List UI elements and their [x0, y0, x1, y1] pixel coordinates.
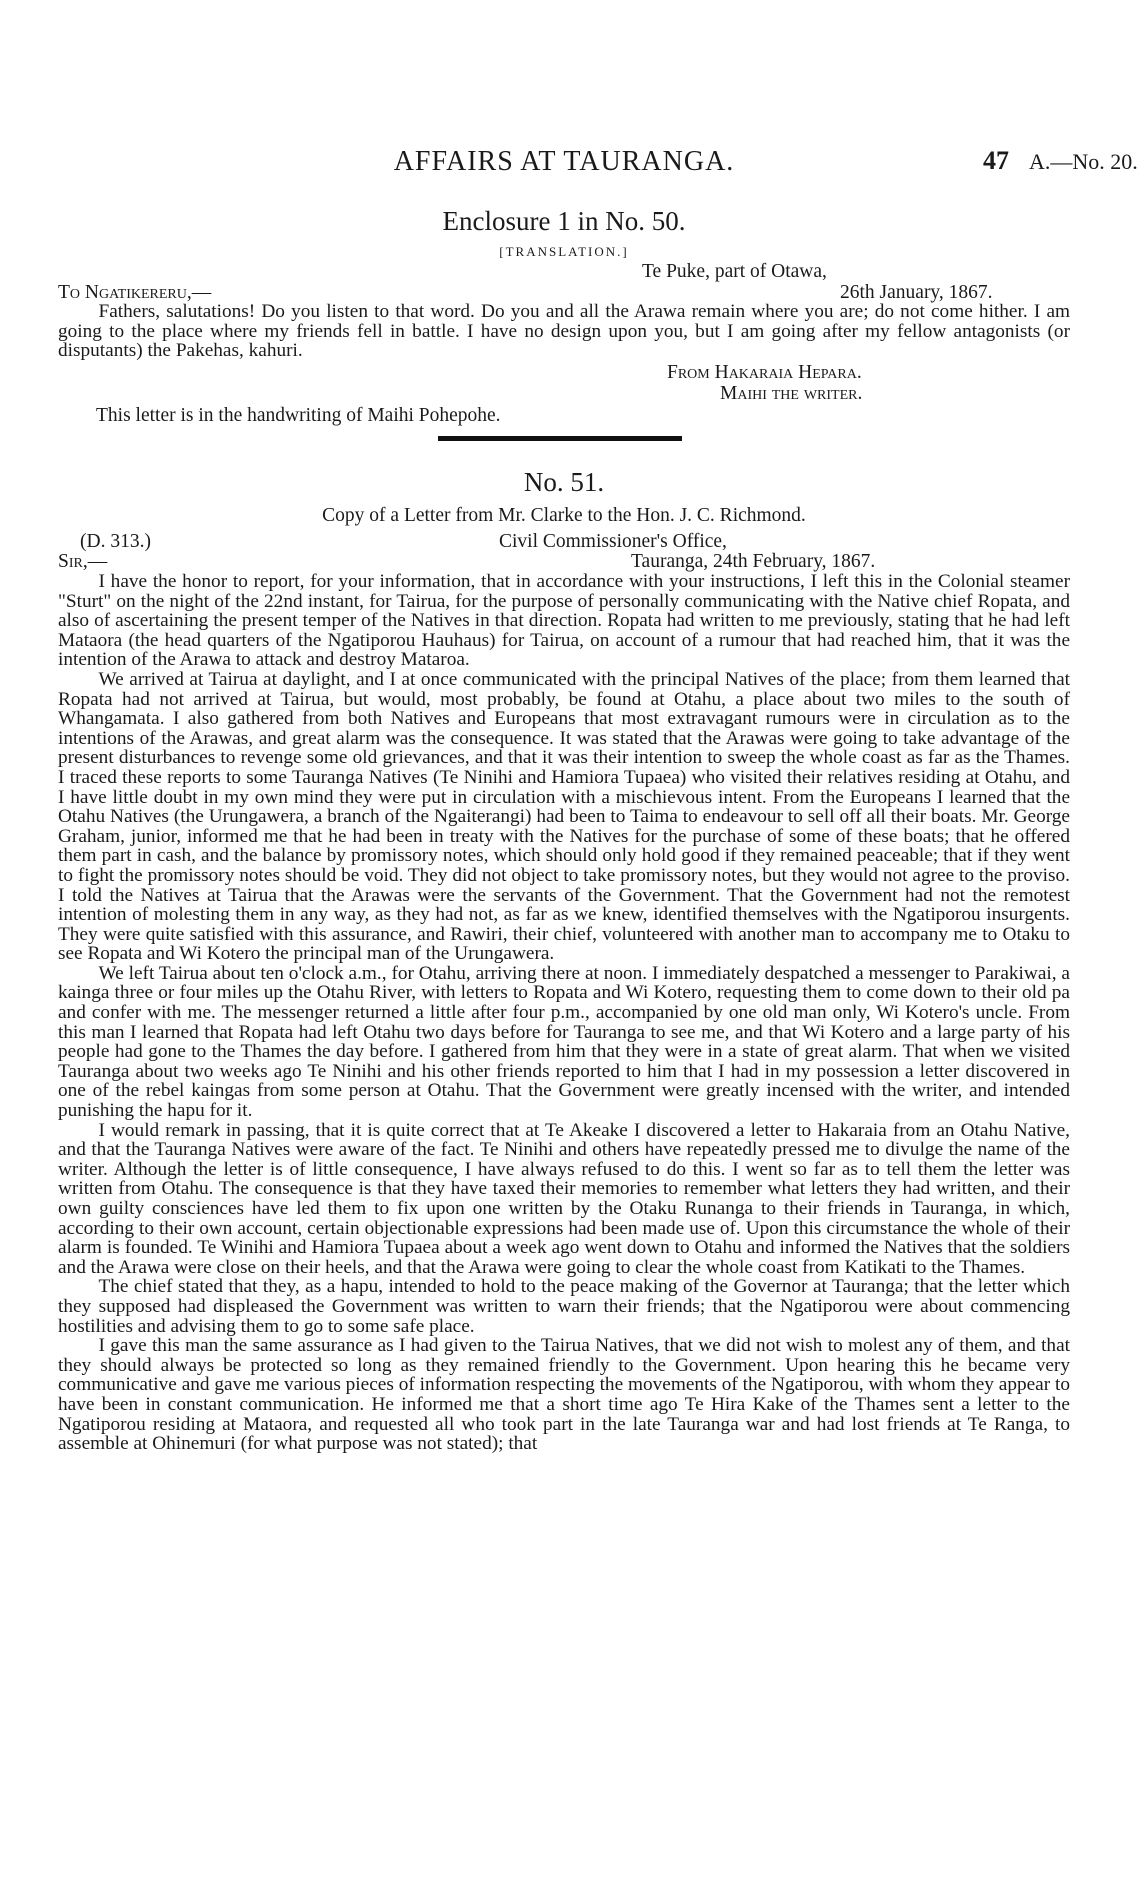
- body-paragraph: I gave this man the same assurance as I had given to the Tairua Natives, that we did not wish to molest any of them, and that they should always be protected so long as they remained friendly to the Government. Upon hearing this he became very communicative and gave me various pieces of information respecting the movements of the Ngatiporou, with whom they appear to have been in constant communication. He informed me that a short time ago Te Hira Kake of the Thames sent a letter to the Ngatiporou residing at Mataora, and requested all who took part in the late Tauranga war and had lost friends at Te Ranga, to assemble at Ohinemuri (for what purpose was not stated); that: [58, 1335, 1070, 1455]
- body-paragraph: We left Tairua about ten o'clock a.m., for Otahu, arriving there at noon. I immediately despatched a messenger to Parakiwai, a kainga three or four miles up the Otahu River, with letters to Ropata and Wi Kotero, requesting them to come down to their old pa and confer with me. The messenger returned a little after four p.m., accompanied by one old man only, Wi Kotero's uncle. From this man I learned that Ropata had left Otahu two days before for Tauranga to see me, and that Wi Kotero and a large party of his people had gone to the Thames the day before. I gathered from him that they were in a state of great alarm. That when we visited Tauranga about two weeks ago Te Ninihi and his other friends reported to him that I had in my possession a letter discovered in one of the rebel kaingas from some person at Otahu. That the Government were greatly incensed with the writer, and intended punishing the hapu for it.: [58, 962, 1070, 1122]
- letter-body: [58, 572, 1070, 1454]
- page-number: 47: [983, 146, 1009, 175]
- translation-note: [TRANSLATION.]: [499, 244, 629, 259]
- salutation: Sir,—: [58, 551, 108, 572]
- letter-sender: From Hakaraia Hepara.: [667, 362, 862, 383]
- letter-date-2: Tauranga, 24th February, 1867.: [631, 551, 876, 572]
- letter-writer: Maihi the writer.: [720, 383, 863, 404]
- letter-date: 26th January, 1867.: [840, 282, 993, 303]
- letter-place: Te Puke, part of Otawa,: [642, 261, 827, 282]
- running-header: [58, 146, 1138, 186]
- office-line: Civil Commissioner's Office,: [499, 531, 727, 552]
- letter-heading: Copy of a Letter from Mr. Clarke to the Hon. J. C. Richmond.: [322, 505, 806, 526]
- header-title: AFFAIRS AT TAURANGA.: [393, 146, 735, 177]
- enclosure-title: Enclosure 1 in No. 50.: [442, 206, 686, 236]
- body-paragraph: The chief stated that they, as a hapu, intended to hold to the peace making of the Governor at Tauranga; that the letter which they supposed had displeased the Government was written to warn their friends; that the Ngatiporou were about commencing hostilities and advising them to go to some safe place.: [58, 1276, 1070, 1337]
- enclosure-body: [58, 302, 1070, 361]
- enclosure-paragraph: Fathers, salutations! Do you listen to that word. Do you and all the Arawa remain where you are; do not come hither. I am going to the place where my friends fell in battle. I have no design upon you, but I am going after my fellow antagonists (or disputants) the Pakehas, kahuri.: [58, 301, 1070, 362]
- dispatch-ref: (D. 313.): [80, 531, 151, 552]
- letter-recipient: To Ngatikereru,—: [58, 282, 212, 303]
- body-paragraph: I have the honor to report, for your information, that in accordance with your instructions, I left this in the Colonial steamer "Sturt" on the night of the 22nd instant, for Tairua, for the purpose of personally communicating with the Native chief Ropata, and also of ascertaining the present temper of the Natives in that direction. Ropata had written to me previously, stating that he had left Mataora (the head quarters of the Ngatiporou Hauhaus) for Tairua, on account of a rumour that had reached him, that it was the intention of the Arawa to attack and destroy Mataroa.: [58, 571, 1070, 671]
- section-divider: [438, 436, 682, 441]
- handwriting-note: This letter is in the handwriting of Maihi Pohepohe.: [96, 405, 501, 426]
- paper-reference: A.—No. 20.: [1029, 149, 1138, 174]
- letter-number: No. 51.: [523, 467, 605, 497]
- body-paragraph: We arrived at Tairua at daylight, and I at once communicated with the principal Natives of the place; from them learned that Ropata had not arrived at Tairua, but would, most probably, be found at Otahu, a place about two miles to the south of Whangamata. I also gathered from both Natives and Europeans that most extravagant rumours were in circulation as to the intentions of the Arawas, and great alarm was the consequence. It was stated that the Arawas were going to take advantage of the present disturbances to revenge some old grievances, and that it was their intention to sweep the whole coast as far as the Thames. I traced these reports to some Tauranga Natives (Te Ninihi and Hamiora Tupaea) who visited their relatives residing at Otahu, and I have little doubt in my own mind they were put in circulation with a mischievous intent. From the Europeans I learned that the Otahu Natives (the Urungawera, a branch of the Ngaiterangi) had been to Taima to endeavour to sell off all their boats. Mr. George Graham, junior, informed me that he had been in treaty with the Natives for the purchase of some of these boats; that he offered them part in cash, and the balance by promissory notes, which should only hold good if they remained peaceable; that if they went to fight the promissory notes should be void. They did not object to take promissory notes, but they would not agree to the proviso. I told the Natives at Tairua that the Arawas were the servants of the Government. That the Government had not the remotest intention of molesting them in any way, as they had not, as far as we knew, identified themselves with the Ngatiporou insurgents. They were quite satisfied with this assurance, and Rawiri, their chief, volunteered with another man to accompany me to Otaku to see Ropata and Wi Kotero the principal man of the Urungawera.: [58, 668, 1070, 965]
- document-page: [58, 0, 1138, 1890]
- body-paragraph: I would remark in passing, that it is quite correct that at Te Akeake I discovered a letter to Hakaraia from an Otahu Native, and that the Tauranga Natives were aware of the fact. Te Ninihi and others have repeatedly pressed me to divulge the name of the writer. Although the letter is of little consequence, I have always refused to do this. I went so far as to tell them the letter was written from Otahu. The consequence is that they have taxed their memories to remember what letters they had written, and their own guilty consciences have led them to fix upon one written by the Otaku Runanga to their friends in Tauranga, in which, according to their own account, certain objectionable expressions had been made use of. Upon this circumstance the whole of their alarm is founded. Te Winihi and Hamiora Tupaea about a week ago went down to Otahu and informed the Natives that the soldiers and the Arawa were close on their heels, and that the Arawa were going to clear the whole coast from Katikati to the Thames.: [58, 1119, 1070, 1278]
